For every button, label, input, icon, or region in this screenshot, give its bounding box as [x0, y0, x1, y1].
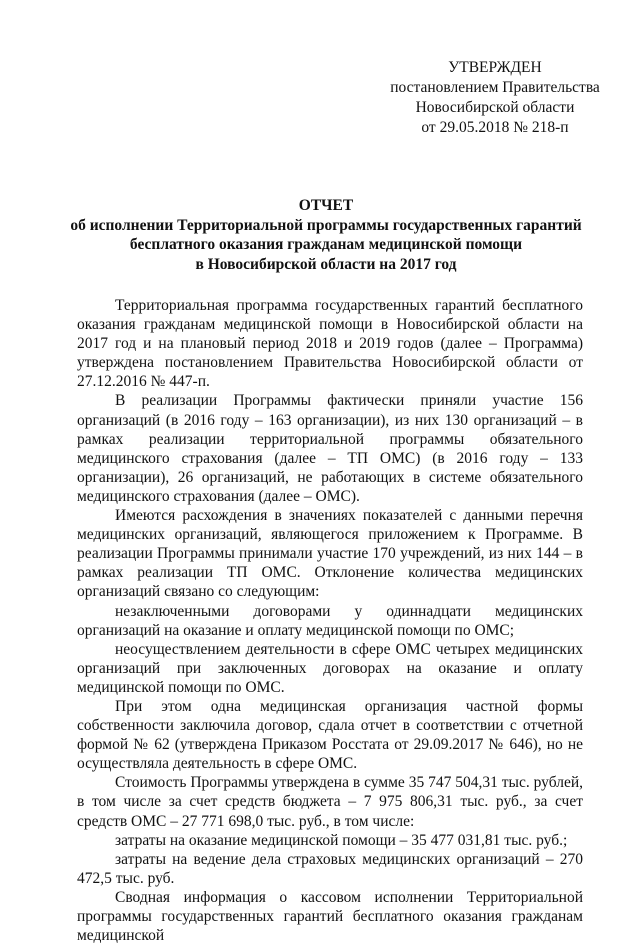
- paragraph-program-cost: Стоимость Программы утверждена в сумме 35 747 504,31 тыс. рублей, в том числе за счет средств бюджета – 7 975 806,31 тыс. руб., за счет средств ОМС – 27 771 698,0 тыс. руб., в том числе:: [77, 774, 583, 830]
- approval-line-resolution: постановлением Правительства: [390, 79, 600, 96]
- approval-line-region: Новосибирской области: [415, 99, 575, 116]
- paragraph-participants: В реализации Программы фактически приняли участие 156 организаций (в 2016 году – 163 организации), из них 130 организаций – в рамках реализации территориальной программы обязательного медицинского страхования (далее – ТП ОМС) (в 2016 году – 133 организации), 26 организаций, не работающих в системе обязательного медицинского страхования (далее – ОМС).: [77, 392, 583, 505]
- paragraph-discrepancies: Имеются расхождения в значениях показателей с данными перечня медицинских организаций, являющегося приложением к Программе. В реализации Программы принимали участие 170 учреждений, из них 144 – в рамках реализации ТП ОМС. Отклонение количества медицинских организаций связано со следующим:: [77, 507, 583, 601]
- paragraph-medical-care-costs: затраты на оказание медицинской помощи – 35 477 031,81 тыс. руб.;: [115, 831, 568, 849]
- approval-stamp-block: [380, 58, 610, 138]
- approval-line-approved: УТВЕРЖДЕН: [448, 59, 542, 76]
- paragraph-no-contracts: незаключенными договорами у одиннадцати медицинских организаций на оказание и оплату медицинской помощи по ОМС;: [77, 602, 583, 639]
- report-body: [77, 296, 583, 945]
- paragraph-no-activity: неосуществлением деятельности в сфере ОМС четырех медицинских организаций при заключенных договорах на оказание и оплату медицинской помощи по ОМС.: [77, 640, 583, 696]
- paragraph-insurance-costs: затраты на ведение дела страховых медицинских организаций – 270 472,5 тыс. руб.: [77, 850, 583, 887]
- paragraph-program-approval: Территориальная программа государственных гарантий бесплатного оказания гражданам медицинской помощи в Новосибирской области на 2017 год и на плановый период 2018 и 2019 годов (далее – Программа) утверждена постановлением Правительства Новосибирской области от 27.12.2016 № 447-п.: [77, 297, 583, 391]
- approval-line-date-number: от 29.05.2018 № 218-п: [421, 119, 569, 136]
- report-title-block: [70, 196, 582, 274]
- report-title-line-2: бесплатного оказания гражданам медицинской помощи: [129, 236, 523, 253]
- paragraph-cash-execution: Сводная информация о кассовом исполнении Территориальной программы государственных гарантий бесплатного оказания гражданам медицинской: [77, 888, 583, 945]
- paragraph-private-organization: При этом одна медицинская организация частной формы собственности заключила договор, сдала отчет в соответствии с отчетной формой № 62 (утверждена Приказом Росстата от 29.09.2017 № 646), но не осуществляла деятельность в сфере ОМС.: [77, 697, 583, 773]
- report-heading: ОТЧЕТ: [298, 197, 354, 214]
- report-title-line-1: об исполнении Территориальной программы государственных гарантий: [70, 216, 582, 234]
- report-title-line-3: в Новосибирской области на 2017 год: [195, 255, 457, 273]
